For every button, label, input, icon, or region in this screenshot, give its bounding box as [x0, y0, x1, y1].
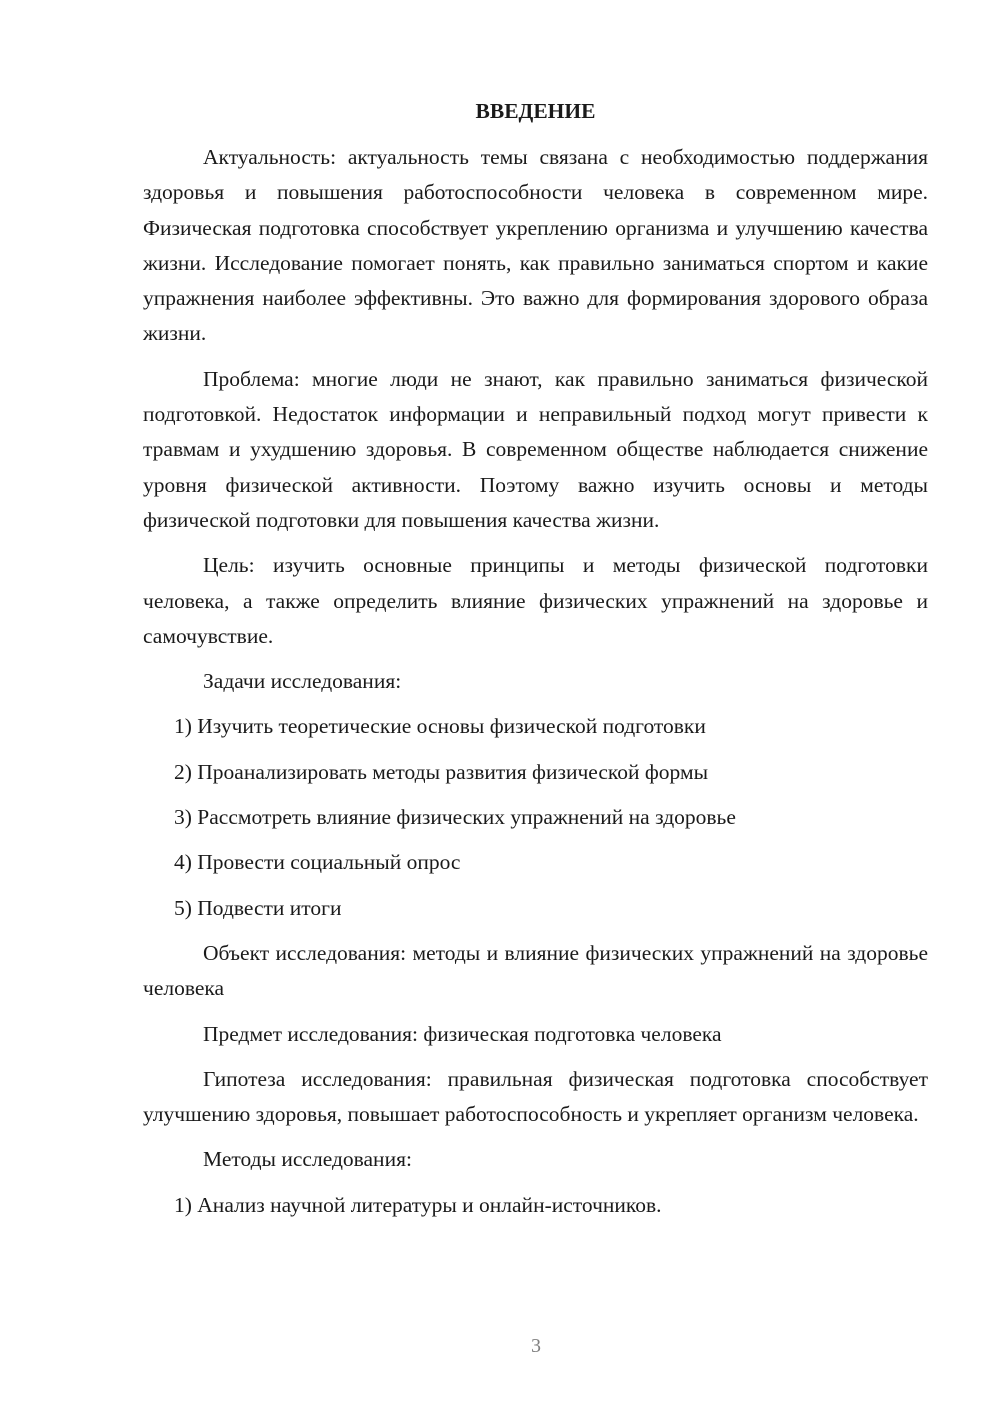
- list-item: 5) Подвести итоги: [174, 895, 342, 920]
- tasks-heading: Задачи исследования:: [203, 669, 402, 694]
- list-item: 1) Анализ научной литературы и онлайн-источников.: [174, 1192, 662, 1217]
- methods-list: [143, 1188, 928, 1223]
- list-item: 4) Провести социальный опрос: [174, 850, 461, 875]
- goal-paragraph: Цель: изучить основные принципы и методы физической подготовки человека, а также определить влияние физических упражнений на здоровье и самочувствие.: [143, 553, 928, 648]
- problem-paragraph: Проблема: многие люди не знают, как правильно заниматься физической подготовкой. Недостаток информации и неправильный подход могут привести к травмам и ухудшению здоровья. В современном обществе наблюдается снижение уровня физической активности. Поэтому важно изучить основы и методы физической подготовки для повышения качества жизни.: [143, 366, 928, 532]
- document-page: [143, 96, 928, 1223]
- document-title: ВВЕДЕНИЕ: [475, 99, 596, 123]
- hypothesis-paragraph: Гипотеза исследования: правильная физическая подготовка способствует улучшению здоровья, повышает работоспособность и укрепляет организм человека.: [143, 1066, 928, 1127]
- page-number: 3: [531, 1335, 541, 1357]
- tasks-list: [143, 709, 928, 925]
- relevance-paragraph: Актуальность: актуальность темы связана с необходимостью поддержания здоровья и повышения работоспособности человека в современном мире. Физическая подготовка способствует укреплению организма и улучшению качества жизни. Исследование помогает понять, как правильно заниматься спортом и какие упражнения наиболее эффективны. Это важно для формирования здорового образа жизни.: [143, 145, 928, 346]
- methods-heading: Методы исследования:: [203, 1147, 412, 1172]
- list-item: 1) Изучить теоретические основы физической подготовки: [174, 714, 706, 739]
- subject-paragraph: Предмет исследования: физическая подготовка человека: [203, 1021, 722, 1046]
- object-paragraph: Объект исследования: методы и влияние физических упражнений на здоровье человека: [143, 940, 928, 1001]
- list-item: 2) Проанализировать методы развития физической формы: [174, 759, 709, 784]
- list-item: 3) Рассмотреть влияние физических упражнений на здоровье: [174, 805, 736, 830]
